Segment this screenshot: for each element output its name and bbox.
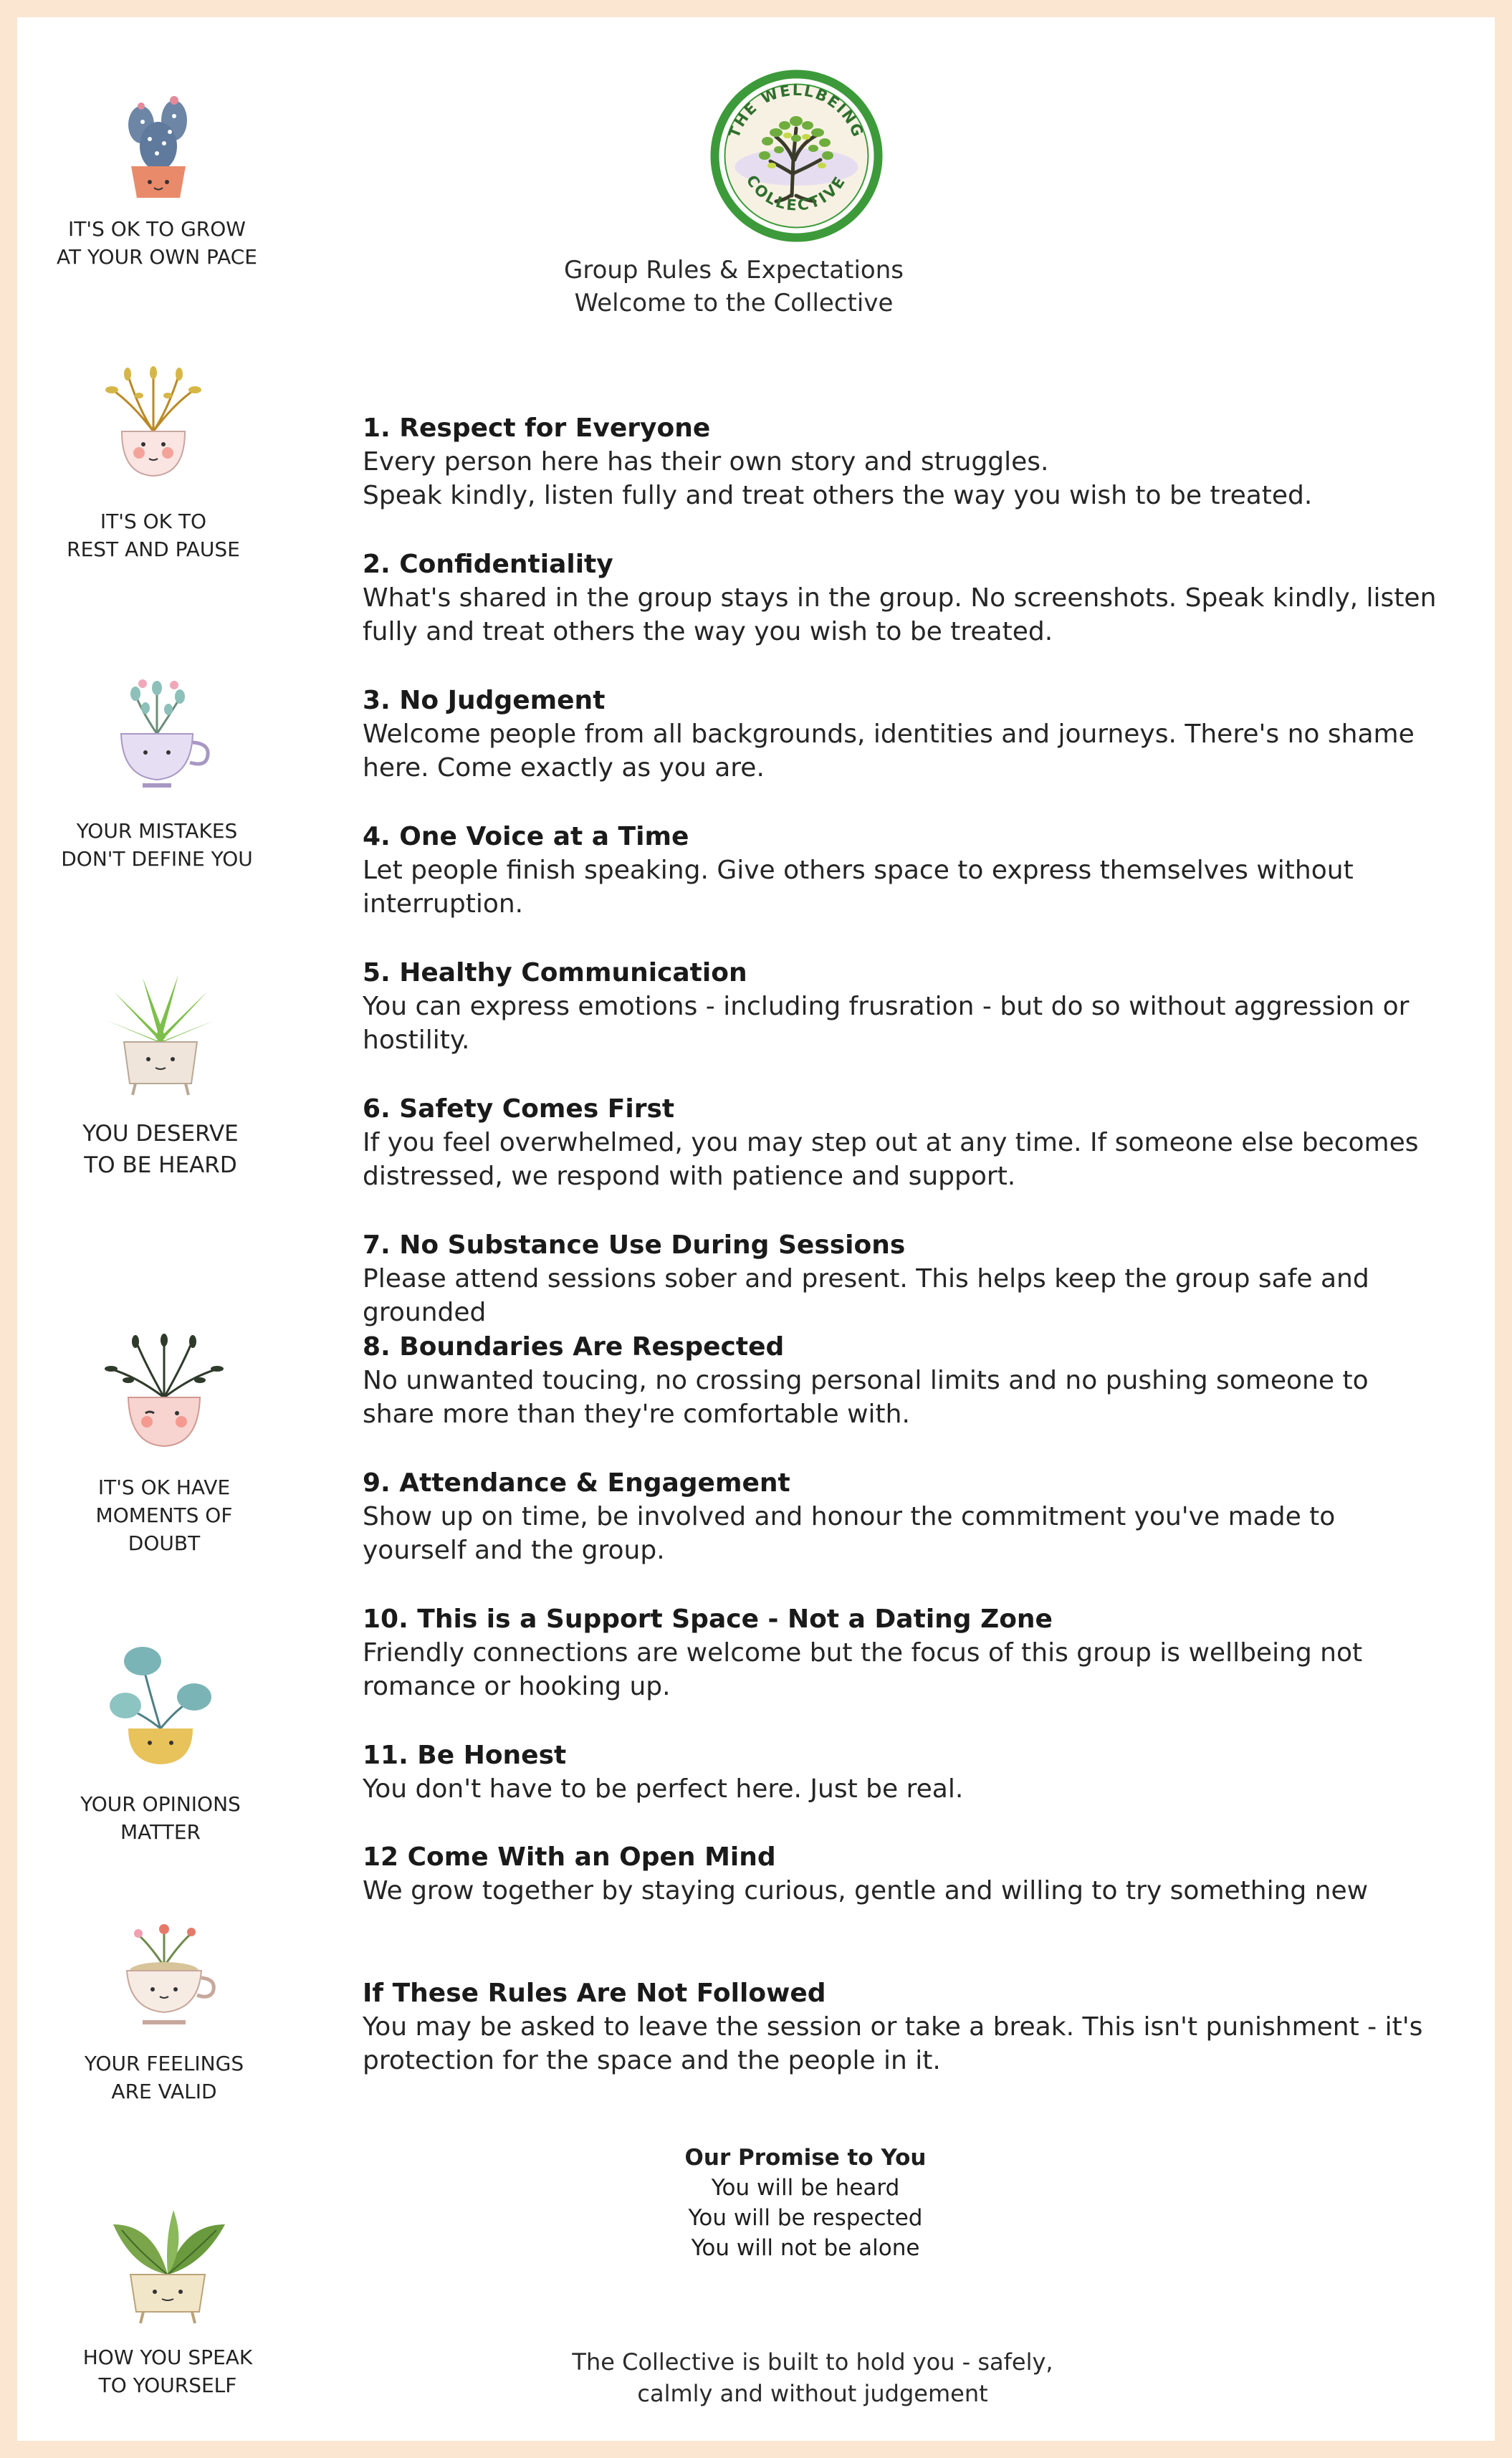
sidebar-caption: YOU DESERVE TO BE HEARD [82,1121,239,1178]
flower-teacup-icon [107,1916,221,2038]
rule-title: 4. One Voice at a Time [363,822,689,851]
rule-body: Show up on time, be involved and honour the commitment you've made to yourself and the group. [363,1502,1336,1565]
teacup-plant-icon [100,662,214,805]
rule-item [363,411,1437,512]
rule-body: Friendly connections are welcome but the focus of this group is wellbeing not romance or hooking up. [363,1638,1363,1701]
sidebar-item-heard [46,963,275,1181]
page-card [17,17,1495,2441]
sidebar-caption: HOW YOU SPEAK TO YOURSELF [82,2345,253,2397]
rule-body: Welcome people from all backgrounds, identities and journeys. There's no shame here. Come exactly as you are. [363,719,1415,783]
rule-body: Please attend sessions sober and present. This helps keep the group safe and grounded [363,1264,1369,1327]
sidebar-item-mistakes [46,662,268,873]
sidebar-caption: IT'S OK TO REST AND PAUSE [67,510,240,561]
sidebar-item-rest [46,353,261,563]
rule-body: We grow together by staying curious, gentle and willing to try something new [363,1876,1369,1905]
cactus-pot-icon [100,82,214,204]
rule-title: 9. Attendance & Engagement [363,1468,790,1498]
header [483,254,985,320]
rule-body: You can express emotions - including frusration - but do so without aggression or hostility. [363,992,1410,1055]
rule-title: 2. Confidentiality [363,550,613,579]
sidebar-item-speak [46,2196,290,2399]
promise-block [590,2143,1020,2263]
svg-text:COLLECTIVE: COLLECTIVE [742,172,850,214]
promise-line: You will be heard [711,2175,900,2201]
promise-line: You will not be alone [691,2235,920,2261]
rule-consequences [363,1976,1437,2077]
sidebar-item-grow [46,82,268,271]
rule-item [363,1330,1437,1431]
svg-text:THE WELLBEING: THE WELLBEING [725,81,867,140]
rule-item [363,1228,1437,1329]
rule-item [363,1739,1437,1806]
footer-line: calmly and without judgement [637,2380,988,2407]
header-subtitle: Welcome to the Collective [574,289,894,317]
sidebar-item-feelings [46,1916,282,2105]
rule-title: 10. This is a Support Space - Not a Dating Zone [363,1605,1053,1634]
rule-item [363,1602,1437,1703]
rule-title: 3. No Judgement [363,686,606,715]
rule-body: What's shared in the group stays in the group. No screenshots. Speak kindly, listen fully and treat others the way you wish to be treated. [363,583,1437,646]
rule-item [363,1840,1437,1908]
rule-body: Let people finish speaking. Give others space to express themselves without interruption. [363,856,1354,919]
rule-item [363,1092,1437,1193]
rule-body: If you feel overwhelmed, you may step out at any time. If someone else becomes distressed, we respond with patience and support. [363,1128,1419,1191]
footer-statement [519,2346,1106,2409]
winking-fern-pot-icon [100,1326,229,1462]
promise-line: You will be respected [688,2205,923,2231]
rule-body: Every person here has their own story and struggles. Speak kindly, listen fully and treat others the way you wish to be treated. [363,447,1313,510]
rule-body: No unwanted toucing, no crossing personal limits and no pushing someone to share more than they're comfortable with. [363,1366,1369,1429]
rule-body: You may be asked to leave the session or take a break. This isn't punishment - it's protection for the space and the people in it. [363,2012,1423,2075]
rule-title: 5. Healthy Communication [363,958,747,987]
sidebar-caption: YOUR OPINIONS MATTER [80,1792,241,1844]
footer-line: The Collective is built to hold you - safely, [572,2348,1053,2376]
rule-title: 6. Safety Comes First [363,1094,675,1124]
leafy-sprig-pot-icon [96,353,211,496]
aloe-pot-icon [100,963,221,1106]
rule-item [363,820,1437,921]
sidebar-caption: IT'S OK HAVE MOMENTS OF DOUBT [95,1476,233,1555]
rule-item [363,684,1437,785]
rule-title: If These Rules Are Not Followed [363,1979,826,2008]
rule-item [363,1466,1437,1567]
rule-body: You don't have to be perfect here. Just be real. [363,1774,964,1804]
promise-title: Our Promise to You [684,2145,927,2171]
rule-item [363,547,1437,649]
rule-title: 11. Be Honest [363,1741,567,1770]
sidebar-item-opinions [46,1635,275,1846]
rule-title: 12 Come With an Open Mind [363,1842,776,1872]
rule-title: 8. Boundaries Are Respected [363,1332,785,1362]
rule-item [363,956,1437,1057]
header-title: Group Rules & Expectations [564,256,904,284]
monstera-pot-icon [100,1635,221,1779]
wellbeing-collective-logo [707,67,886,245]
sidebar-caption: IT'S OK TO GROW AT YOUR OWN PACE [56,217,257,269]
sidebar-caption: YOUR FEELINGS ARE VALID [84,2052,244,2103]
rule-title: 7. No Substance Use During Sessions [363,1230,906,1260]
sidebar-caption: YOUR MISTAKES DON'T DEFINE YOU [61,819,253,871]
rule-title: 1. Respect for Everyone [363,413,711,443]
big-leaf-pot-icon [103,2196,232,2332]
sidebar-item-doubt [46,1326,282,1557]
